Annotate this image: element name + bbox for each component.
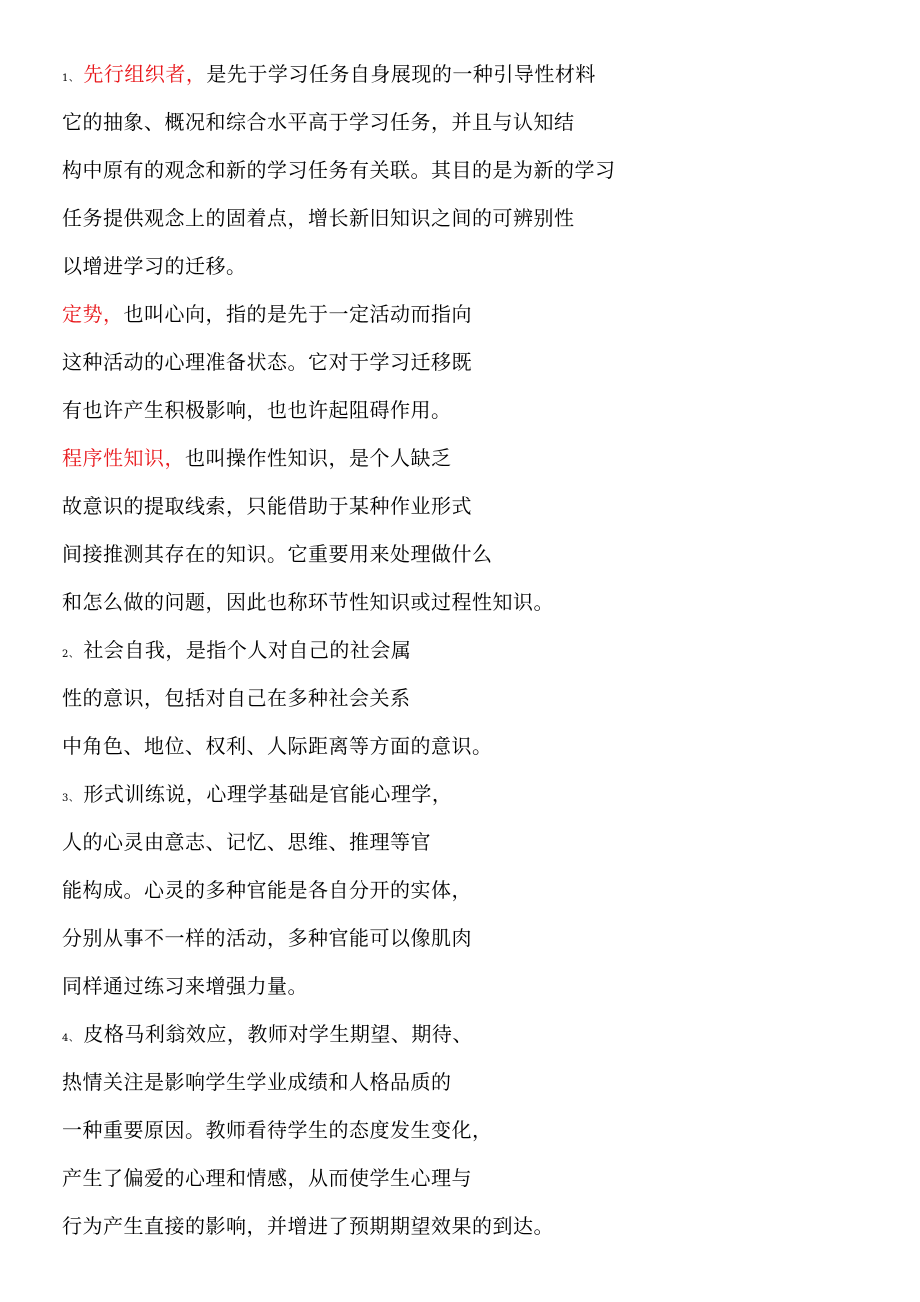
item-number: 2、 (62, 649, 80, 660)
document-page (62, 50, 882, 1250)
paragraph-line (62, 98, 882, 146)
term-highlight: 程序性知识， (62, 446, 185, 470)
paragraph-line (62, 1154, 882, 1202)
paragraph-line (62, 722, 882, 770)
paragraph-line (62, 434, 882, 482)
paragraph-line (62, 482, 882, 530)
line-text: 这种活动的心理准备状态。它对于学习迁移既 (62, 350, 472, 374)
paragraph-line (62, 674, 882, 722)
line-text: 以增进学习的迁移。 (62, 254, 247, 278)
line-text: 分别从事不一样的活动，多种官能可以像肌肉 (62, 926, 472, 950)
paragraph-line (62, 194, 882, 242)
paragraph-line (62, 626, 882, 674)
line-text: 构中原有的观念和新的学习任务有关联。其目的是为新的学习 (62, 158, 616, 182)
line-text: 热情关注是影响学生学业成绩和人格品质的 (62, 1070, 452, 1094)
item-number: 4、 (62, 1033, 80, 1044)
paragraph-line (62, 1058, 882, 1106)
line-text: 同样通过练习来增强力量。 (62, 974, 308, 998)
paragraph-line (62, 914, 882, 962)
line-text: 间接推测其存在的知识。它重要用来处理做什么 (62, 542, 493, 566)
line-text: 有也许产生积极影响，也也许起阻碍作用。 (62, 398, 452, 422)
line-text: 中角色、地位、权利、人际距离等方面的意识。 (62, 734, 493, 758)
line-text: 社会自我，是指个人对自己的社会属 (83, 638, 412, 662)
term-highlight: 定势， (62, 302, 124, 326)
paragraph-line (62, 530, 882, 578)
paragraph-line (62, 770, 882, 818)
paragraph-line (62, 290, 882, 338)
paragraph-line (62, 1010, 882, 1058)
line-text: 也叫操作性知识，是个人缺乏 (185, 446, 452, 470)
line-text: 能构成。心灵的多种官能是各自分开的实体， (62, 878, 472, 902)
line-text: 它的抽象、概况和综合水平高于学习任务，并且与认知结 (62, 110, 575, 134)
line-text: 形式训练说，心理学基础是官能心理学， (83, 782, 453, 806)
line-text: 行为产生直接的影响，并增进了预期期望效果的到达。 (62, 1214, 554, 1238)
line-text: 是先于学习任务自身展现的一种引导性材料 (206, 62, 596, 86)
line-text: 一种重要原因。教师看待学生的态度发生变化， (62, 1118, 493, 1142)
item-number: 1、 (62, 73, 80, 84)
paragraph-line (62, 866, 882, 914)
paragraph-line (62, 818, 882, 866)
paragraph-line (62, 338, 882, 386)
line-text: 任务提供观念上的固着点，增长新旧知识之间的可辨别性 (62, 206, 575, 230)
line-text: 性的意识，包括对自己在多种社会关系 (62, 686, 411, 710)
paragraph-line (62, 1202, 882, 1250)
paragraph-line (62, 242, 882, 290)
line-text: 产生了偏爱的心理和情感，从而使学生心理与 (62, 1166, 472, 1190)
paragraph-line (62, 386, 882, 434)
line-text: 皮格马利翁效应，教师对学生期望、期待、 (83, 1022, 473, 1046)
term-highlight: 先行组织者， (83, 62, 207, 86)
line-text: 也叫心向，指的是先于一定活动而指向 (123, 302, 472, 326)
paragraph-line (62, 962, 882, 1010)
paragraph-line (62, 50, 882, 98)
paragraph-line (62, 146, 882, 194)
line-text: 人的心灵由意志、记忆、思维、推理等官 (62, 830, 431, 854)
item-number: 3、 (62, 793, 80, 804)
line-text: 故意识的提取线索，只能借助于某种作业形式 (62, 494, 472, 518)
paragraph-line (62, 578, 882, 626)
paragraph-line (62, 1106, 882, 1154)
line-text: 和怎么做的问题，因此也称环节性知识或过程性知识。 (62, 590, 554, 614)
